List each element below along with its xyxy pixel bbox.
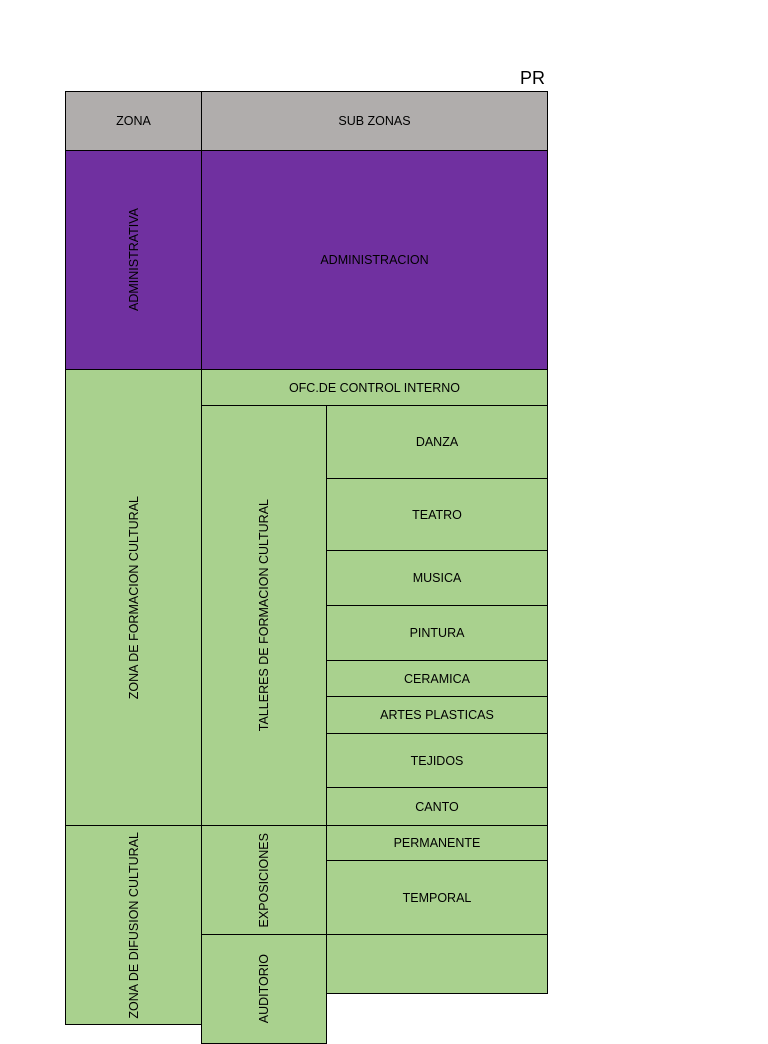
subzone-control-interno: OFC.DE CONTROL INTERNO — [201, 369, 548, 406]
subzone-pintura: PINTURA — [326, 605, 548, 661]
sheet-title: PR — [520, 68, 546, 88]
subzone-ceramica: CERAMICA — [326, 660, 548, 697]
subzone-canto: CANTO — [326, 787, 548, 826]
subzone-tejidos: TEJIDOS — [326, 733, 548, 788]
header-sub-zonas: SUB ZONAS — [201, 91, 548, 151]
header-zona: ZONA — [65, 91, 202, 151]
subzone-next — [326, 934, 548, 994]
group-auditorio — [201, 934, 327, 1044]
zone-formacion-cultural — [65, 369, 202, 826]
group-exposiciones-label: EXPOSICIONES — [257, 832, 271, 928]
subzone-permanente: PERMANENTE — [326, 825, 548, 861]
group-exposiciones — [201, 825, 327, 935]
group-talleres — [201, 405, 327, 826]
zone-difusion-cultural-label: ZONA DE DIFUSION CULTURAL — [126, 831, 141, 1019]
subzone-administracion: ADMINISTRACION — [201, 150, 548, 370]
subzone-musica: MUSICA — [326, 550, 548, 606]
zone-difusion-cultural — [65, 825, 202, 1025]
subzone-artes-plasticas: ARTES PLASTICAS — [326, 696, 548, 734]
zone-administrativa-label: ADMINISTRATIVA — [126, 208, 141, 312]
subzone-danza: DANZA — [326, 405, 548, 479]
subzone-temporal: TEMPORAL — [326, 860, 548, 935]
subzone-teatro: TEATRO — [326, 478, 548, 551]
zone-administrativa — [65, 150, 202, 370]
group-auditorio-label: AUDITORIO — [257, 954, 271, 1024]
zone-formacion-cultural-label: ZONA DE FORMACION CULTURAL — [126, 495, 141, 700]
group-talleres-label: TALLERES DE FORMACION CULTURAL — [257, 499, 271, 732]
